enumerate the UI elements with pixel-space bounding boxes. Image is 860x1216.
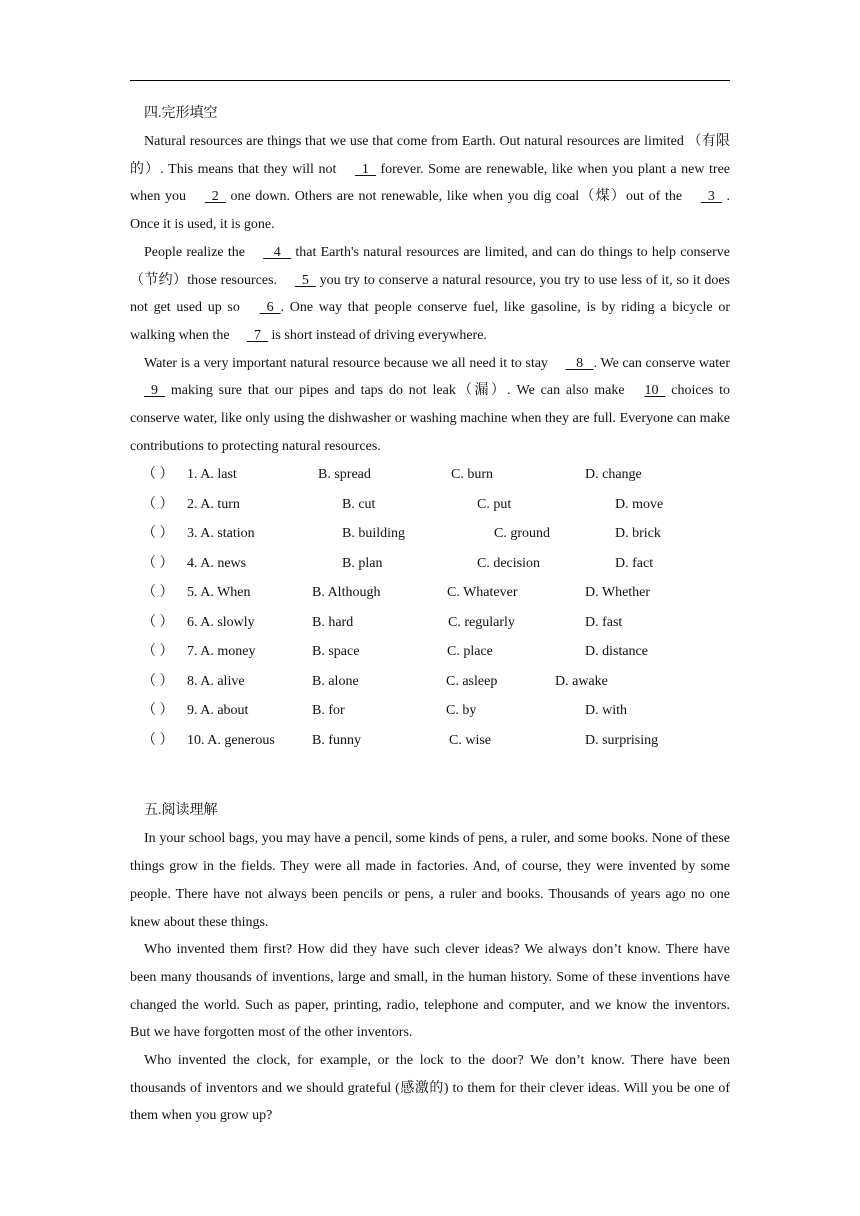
page-content [130, 100, 730, 1130]
option-a: 10. A. generous [187, 732, 275, 748]
answer-bracket: （ ） [142, 673, 174, 689]
cloze-paragraph [130, 239, 730, 350]
header-rule [130, 80, 730, 81]
answer-bracket: （ ） [142, 555, 174, 571]
option-d: D. change [585, 467, 642, 483]
option-a: 9. A. about [187, 703, 249, 719]
question-row [130, 490, 730, 520]
passage-text: you try to conserve a natural resource, you try to use less of it, so it does not get used up so [130, 272, 730, 316]
answer-blank: 8 [565, 355, 594, 371]
question-row [130, 667, 730, 697]
question-row [130, 696, 730, 726]
answer-bracket: （ ） [142, 644, 174, 660]
answer-bracket: （ ） [142, 585, 174, 601]
option-d: D. fast [585, 614, 623, 630]
question-row [130, 608, 730, 638]
option-d: D. move [615, 496, 664, 512]
option-a: 8. A. alive [187, 673, 245, 689]
reading-paragraph: Who invented them first? How did they have such clever ideas? We always don’t know. There have been many thousands of inventions, large and small, in the human history. Some of these inventions have changed the world. Such as paper, printing, radio, telephone and computer, and we know the inventors. But we have forgotten most of the other inventors. [130, 942, 730, 1041]
answer-bracket: （ ） [142, 732, 174, 748]
option-a: 2. A. turn [187, 496, 240, 512]
answer-blank: 3 [700, 189, 722, 205]
answer-bracket: （ ） [142, 614, 174, 630]
answer-blank: 10 [644, 383, 666, 399]
reading-heading: 五.阅读理解 [144, 803, 218, 819]
cloze-questions [130, 460, 730, 755]
option-b: B. alone [312, 673, 359, 689]
passage-text: People realize the [144, 244, 250, 260]
passage-text: . Once it is used, it is gone. [130, 189, 731, 233]
option-c: C. Whatever [447, 585, 518, 601]
option-a: 6. A. slowly [187, 614, 255, 630]
answer-blank: 1 [354, 161, 376, 177]
answer-blank: 5 [294, 272, 316, 288]
option-d: D. awake [555, 673, 608, 689]
option-b: B. for [312, 703, 345, 719]
passage-text: . We can conserve water [593, 355, 730, 371]
answer-blank: 4 [263, 244, 292, 260]
reading-paragraph: In your school bags, you may have a pencil, some kinds of pens, a ruler, and some books. None of these things grow in the fields. They were all made in factories. And, of course, they were invented by some people. There have not always been pencils or pens, a ruler and books. Thousands of years ago no one knew about these things. [130, 831, 730, 930]
question-row [130, 726, 730, 756]
option-c: C. ground [494, 526, 550, 542]
answer-bracket: （ ） [142, 703, 174, 719]
option-b: B. funny [312, 732, 361, 748]
answer-bracket: （ ） [142, 526, 174, 542]
passage-text: Natural resources are things that we use that come from Earth. Out natural resources are limited （有限的）. This means that they will not [130, 134, 730, 177]
reading-passage [130, 825, 730, 1130]
option-d: D. Whether [585, 585, 651, 601]
passage-text: making sure that our pipes and taps do not leak（漏）. We can also make [165, 383, 631, 399]
answer-blank: 9 [144, 383, 165, 399]
passage-text: forever. Some are renewable, like when you plant a new tree when you [130, 161, 730, 205]
cloze-paragraph [130, 128, 730, 239]
question-row [130, 460, 730, 490]
option-d: D. distance [585, 644, 648, 660]
answer-bracket: （ ） [142, 467, 174, 483]
option-c: C. asleep [446, 673, 498, 689]
option-b: B. space [312, 644, 360, 660]
option-c: C. decision [477, 555, 540, 571]
passage-text: Water is a very important natural resource because we all need it to stay [144, 355, 552, 371]
option-c: C. place [447, 644, 493, 660]
option-b: B. Although [312, 585, 381, 601]
option-a: 4. A. news [187, 555, 247, 571]
passage-text: is short instead of driving everywhere. [268, 327, 487, 343]
option-c: C. by [446, 703, 477, 719]
answer-bracket: （ ） [142, 496, 174, 512]
option-d: D. fact [615, 555, 654, 571]
passage-text: . One way that people conserve fuel, like gasoline, is by riding a bicycle or walking when the [130, 300, 730, 343]
answer-blank: 6 [259, 300, 281, 316]
option-c: C. put [477, 496, 512, 512]
cloze-passage [130, 128, 730, 460]
cloze-paragraph [130, 350, 730, 461]
question-row [130, 549, 730, 579]
option-d: D. brick [615, 526, 661, 542]
option-a: 1. A. last [187, 467, 237, 483]
passage-text: that Earth's natural resources are limited, and can do things to help conserve（节约）those resources. [130, 244, 730, 288]
option-b: B. plan [342, 555, 383, 571]
option-c: C. wise [449, 732, 491, 748]
option-a: 5. A. When [187, 585, 251, 601]
option-b: B. spread [318, 467, 371, 483]
passage-text: choices to conserve water, like only using the dishwasher or washing machine when they are full. Everyone can make contributions to protecting natural resources. [130, 383, 730, 454]
option-b: B. hard [312, 614, 354, 630]
reading-paragraph: Who invented the clock, for example, or the lock to the door? We don’t know. There have been thousands of inventors and we should grateful (感激的) to them for their clever ideas. Will you be one of them when you grow up? [130, 1053, 730, 1124]
answer-blank: 2 [204, 189, 226, 205]
option-a: 3. A. station [187, 526, 255, 542]
question-row [130, 578, 730, 608]
option-a: 7. A. money [187, 644, 256, 660]
passage-text: one down. Others are not renewable, like when you dig coal（煤）out of the [225, 189, 687, 205]
option-c: C. burn [451, 467, 493, 483]
section-gap [130, 755, 730, 797]
question-row [130, 637, 730, 667]
option-d: D. with [585, 703, 627, 719]
option-c: C. regularly [448, 614, 515, 630]
question-row [130, 519, 730, 549]
cloze-heading: 四.完形填空 [144, 106, 218, 121]
option-d: D. surprising [585, 732, 659, 748]
answer-blank: 7 [247, 327, 269, 343]
option-b: B. cut [342, 496, 376, 512]
option-b: B. building [342, 526, 406, 542]
